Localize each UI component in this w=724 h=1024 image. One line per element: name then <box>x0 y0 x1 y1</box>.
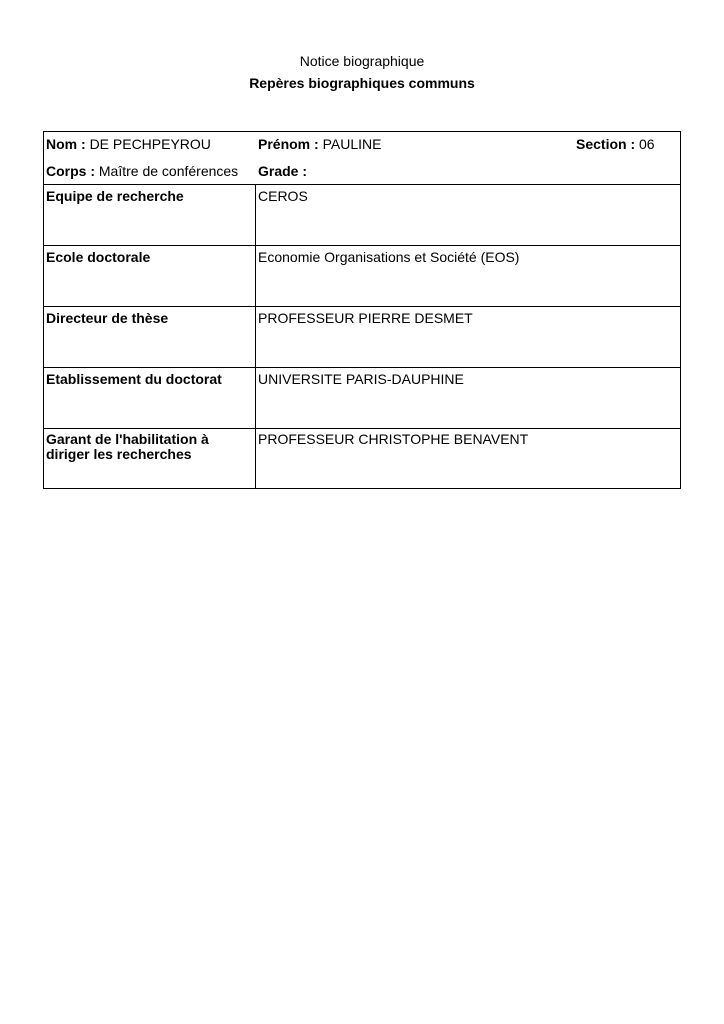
row-directeur-these <box>44 307 680 368</box>
corps-field <box>46 163 238 179</box>
section-label: Section : <box>576 136 636 152</box>
prenom-value: PAULINE <box>322 136 382 152</box>
corps-label: Corps : <box>46 163 95 179</box>
grade-label: Grade : <box>258 163 308 179</box>
corps-value: Maître de conférences <box>98 163 239 179</box>
row-equipe-recherche <box>44 185 680 246</box>
row-ecole-doctorale <box>44 246 680 307</box>
row-label: Directeur de thèse <box>44 307 256 367</box>
section-value: 06 <box>639 136 655 152</box>
row-value: PROFESSEUR CHRISTOPHE BENAVENT <box>258 431 529 447</box>
document-title: Notice biographique <box>299 53 425 69</box>
row-garant-habilitation <box>44 428 680 488</box>
row-value: CEROS <box>258 188 308 204</box>
prenom-label: Prénom : <box>258 136 319 152</box>
row-value: UNIVERSITE PARIS-DAUPHINE <box>258 371 464 387</box>
row-etablissement-doctorat <box>44 368 680 429</box>
row-value: PROFESSEUR PIERRE DESMET <box>258 310 473 326</box>
row-label: Garant de l'habilitation à diriger les recherches <box>44 428 256 488</box>
prenom-field <box>258 136 381 152</box>
section-field <box>576 136 655 152</box>
identity-block <box>44 132 680 185</box>
biographical-table <box>43 131 681 489</box>
row-value: Economie Organisations et Société (EOS) <box>258 249 520 265</box>
document-subtitle: Repères biographiques communs <box>249 75 475 91</box>
nom-value: DE PECHPEYROU <box>89 136 211 152</box>
row-label: Etablissement du doctorat <box>44 368 256 428</box>
nom-label: Nom : <box>46 136 86 152</box>
nom-field <box>46 136 211 152</box>
row-label: Ecole doctorale <box>44 246 256 306</box>
row-label: Equipe de recherche <box>44 185 256 245</box>
grade-field <box>258 163 307 179</box>
